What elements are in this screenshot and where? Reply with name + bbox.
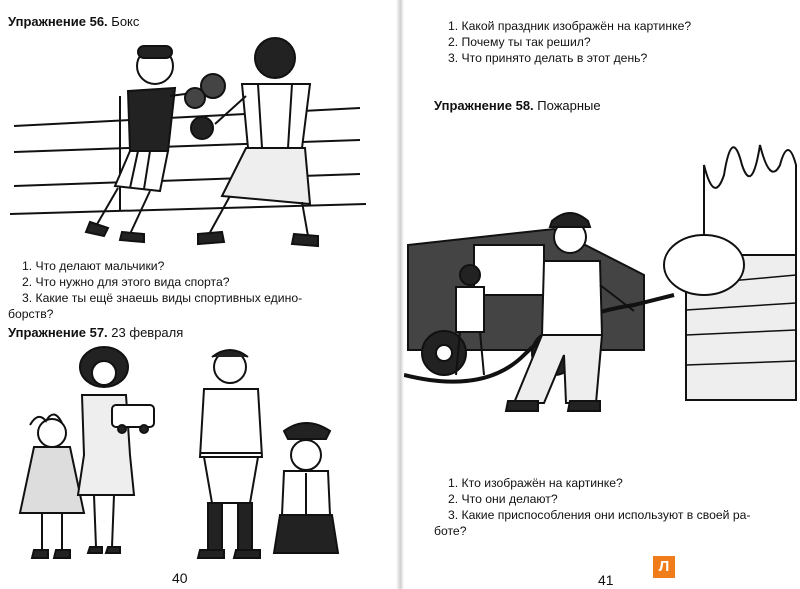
exercise-58-title: Пожарные <box>537 98 601 113</box>
question-58-3-continued: боте? <box>434 524 467 538</box>
page-number-right: 41 <box>598 572 614 588</box>
exercise-58-number: Упражнение 58. <box>434 98 534 113</box>
exercise-58-questions <box>434 475 751 539</box>
question-57-2: 2. Почему ты так решил? <box>448 35 591 49</box>
question-58-1: 1. Кто изображён на картинке? <box>448 476 623 490</box>
exercise-57-heading <box>8 325 183 340</box>
exercise-56-number: Упражнение 56. <box>8 14 108 29</box>
exercise-57-title: 23 февраля <box>111 325 184 340</box>
question-57-1: 1. Какой праздник изображён на картинке? <box>448 19 692 33</box>
question-56-1: 1. Что делают мальчики? <box>22 259 165 273</box>
boxing-illustration <box>10 36 370 250</box>
firefighters-illustration <box>404 125 800 425</box>
exercise-56-questions <box>8 258 303 322</box>
family-holiday-illustration <box>12 345 352 567</box>
exercise-57-questions <box>448 18 691 66</box>
book-spine <box>396 0 404 589</box>
exercise-56-heading <box>8 14 139 29</box>
question-56-2: 2. Что нужно для этого вида спорта? <box>22 275 230 289</box>
question-56-3: 3. Какие ты ещё знаешь виды спортивных едино- <box>22 291 303 305</box>
question-56-3-continued: борств? <box>8 307 54 321</box>
question-58-2: 2. Что они делают? <box>448 492 558 506</box>
question-58-3: 3. Какие приспособления они используют в своей ра- <box>448 508 751 522</box>
exercise-58-heading <box>434 98 601 113</box>
exercise-57-number: Упражнение 57. <box>8 325 108 340</box>
publisher-logo: Л <box>653 556 675 578</box>
page-number-left: 40 <box>172 570 188 586</box>
exercise-56-title: Бокс <box>111 14 140 29</box>
question-57-3: 3. Что принято делать в этот день? <box>448 51 648 65</box>
